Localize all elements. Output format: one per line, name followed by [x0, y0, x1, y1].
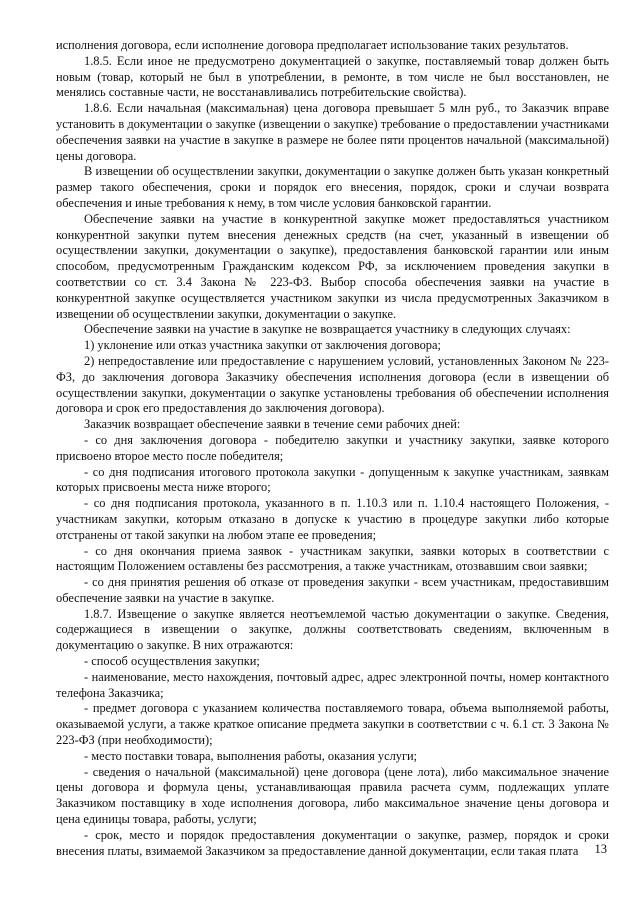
paragraph: Обеспечение заявки на участие в конкурентной закупке может предоставляться участником конкурентной закупки путем внесения денежных средств (на счет, указанный в извещении об осуществлении закупки, документации о закупке), предоставления банковской гарантии или иным способом, предусмотренным Гражданским кодексом РФ, за исключением проведения закупки в соответствии со ст. 3.4 Закона № 223-ФЗ. Выбор способа обеспечения заявки на участие в конкурентной закупке осуществляется участником закупки из числа предусмотренных Заказчиком в извещении об осуществлении закупки, документации о закупке.: [56, 211, 609, 321]
paragraph: - место поставки товара, выполнения работы, оказания услуги;: [84, 748, 418, 763]
paragraph: - со дня принятия решения об отказе от проведения закупки - всем участникам, предоставившим обеспечение заявки на участие в закупке.: [56, 575, 609, 605]
paragraph: - со дня заключения договора - победителю закупки и участнику закупки, заявке которого присвоено второе место после победителя;: [56, 432, 609, 463]
page-number: 13: [594, 842, 607, 856]
paragraph: Заказчик возвращает обеспечение заявки в течение семи рабочих дней:: [84, 417, 461, 432]
paragraph: В извещении об осуществлении закупки, документации о закупке должен быть указан конкретный размер такого обеспечения, сроки и порядок его внесения, порядок, сроки и случаи возврата обеспечения и иные требования к нему, в том числе условия банковской гарантии.: [56, 164, 609, 210]
paragraph: - наименование, место нахождения, почтовый адрес, адрес электронной почты, номер контактного телефона Заказчика;: [56, 669, 609, 700]
paragraph: - со дня подписания протокола, указанного в п. 1.10.3 или п. 1.10.4 настоящего Положения, - участникам закупки, которым отказано в допуске к участию в процедуре закупки либо которые отстранены от такой закупки на любом этапе ее проведения;: [56, 496, 609, 542]
paragraph: - со дня окончания приема заявок - участникам закупки, заявки которых в соответствии с настоящим Положением оставлены без рассмотрения, а также участникам, отозвавшим свои заявки;: [56, 543, 609, 574]
paragraph: 1.8.6. Если начальная (максимальная) цена договора превышает 5 млн руб., то Заказчик вправе установить в документации о закупке (извещении о закупке) требование о предоставлении участниками обеспечения заявки на участие в закупке в размере не более пяти процентов начальной (максимальной) цены договора.: [56, 101, 609, 163]
paragraph: 1.8.7. Извещение о закупке является неотъемлемой частью документации о закупке. Сведения, содержащиеся в извещении о закупке, должны соответствовать сведениям, включенным в документацию о закупке. В них отражаются:: [56, 606, 609, 653]
paragraph: - предмет договора с указанием количества поставляемого товара, объема выполняемой работы, оказываемой услуги, а также краткое описание предмета закупки в соответствии с ч. 6.1 ст. 3 Закона № 223-ФЗ (при необходимости);: [56, 701, 609, 748]
paragraph: 2) непредоставление или предоставление с нарушением условий, установленных Законом № 223-ФЗ, до заключения договора Заказчику обеспечения исполнения договора (если в извещении об осуществлении закупки, документации о закупке установлены требования об обеспечении исполнения договора и срок его предоставления до заключения договора).: [56, 353, 609, 416]
paragraph: Обеспечение заявки на участие в закупке не возвращается участнику в следующих случаях:: [84, 322, 571, 337]
paragraph: 1.8.5. Если иное не предусмотрено документацией о закупке, поставляемый товар должен быть новым (товар, который не был в употреблении, в ремонте, в том числе не был восстановлен, не менялись составные части, не восстанавливались потребительские свойства).: [56, 53, 609, 100]
paragraph: - со дня подписания итогового протокола закупки - допущенным к закупке участникам, заявкам которых присвоены места ниже второго;: [56, 464, 609, 495]
paragraph: - сведения о начальной (максимальной) цене договора (цене лота), либо максимальное значение цены договора и формула цены, устанавливающая правила расчета сумм, подлежащих уплате Заказчиком поставщику в ходе исполнения договора, либо максимальное значение цены договора и цена единицы товара, работы, услуги;: [56, 764, 609, 827]
paragraph: - срок, место и порядок предоставления документации о закупке, размер, порядок и сроки внесения платы, взимаемой Заказчиком за предоставление данной документации, если такая плата: [56, 827, 609, 858]
paragraph: исполнения договора, если исполнение договора предполагает использование таких результатов.: [56, 38, 569, 52]
paragraph: 1) уклонение или отказ участника закупки от заключения договора;: [84, 338, 441, 353]
document-body: [56, 38, 609, 859]
paragraph: - способ осуществления закупки;: [84, 654, 260, 669]
